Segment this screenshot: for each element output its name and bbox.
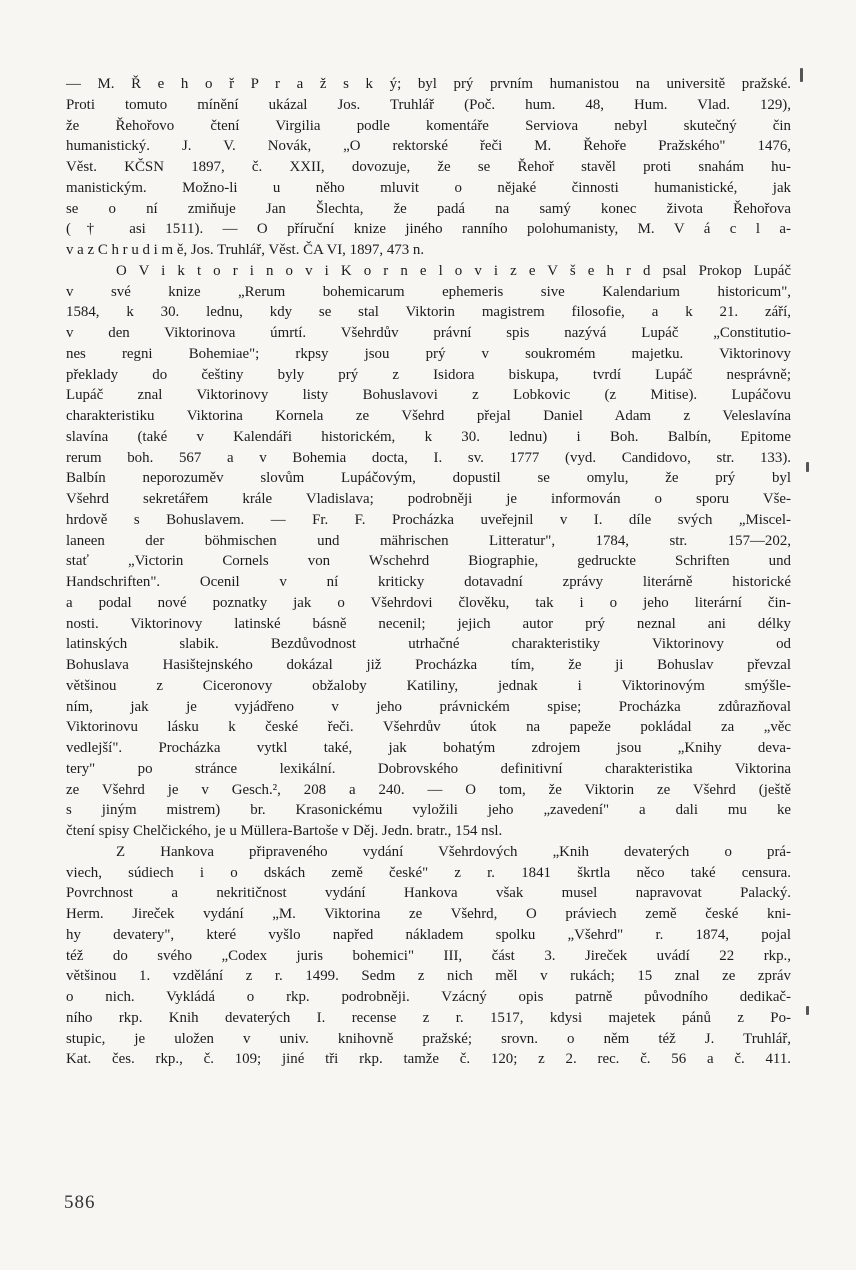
scan-speck (806, 1006, 809, 1015)
text-line: čtení spisy Chelčického, je u Müllera-Bartoše v Děj. Jedn. bratr., 154 nsl. (66, 823, 503, 839)
text-line: v a z C h r u d i m ě, Jos. Truhlář, Věst. ČA VI, 1897, 473 n. (66, 242, 425, 258)
text-line: s jiným mistrem) br. Krasonickému vyložili jeho „zavedení" a dali mu ke (66, 802, 791, 819)
text-line: se o ní zmiňuje Jan Šlechta, že padá na samý konec života Řehořova (66, 200, 791, 217)
text-line: ním, jak je vyjádřeno v jeho právnickém spise; Procházka zdůrazňoval (66, 698, 791, 715)
text-line: charakteristiku Viktorina Kornela ze Všehrd přejal Daniel Adam z Veleslavína (66, 408, 791, 424)
text-line: většinou 1. vzdělání z r. 1499. Sedm z nich měl v rukách; 15 znal ze zpráv (66, 968, 791, 985)
text-line: Bohuslava Hasištejnského dokázal již Procházka tím, že ji Bohuslav převzal (66, 657, 791, 673)
text-line: Kat. čes. rkp., č. 109; jiné tři rkp. tamže č. 120; z 2. rec. č. 56 a č. 411. (66, 1051, 791, 1068)
paragraph-1 (66, 74, 791, 261)
text-line: Viktorinovu lásku k české řeči. Všehrdův útok na papeže pokládal za „věc (66, 719, 791, 736)
text-line: tery" po stránce lexikální. Dobrovského definitivní charakteristika Viktorina (66, 760, 791, 777)
text-line: Balbín neporozuměv slovům Lupáčovým, dopustil se omylu, že prý byl (66, 470, 791, 487)
text-line: hrdově s Bohuslavem. — Fr. F. Procházka uveřejnil v I. díle svých „Miscel- (66, 511, 791, 528)
text-line: Handschriften". Ocenil v ní kriticky dotavadní zprávy literárně historické (66, 574, 791, 590)
text-line: Povrchnost a nekritičnost vydání Hankova však musel napravovat Palacký. (66, 885, 791, 902)
text-line: hy devatery", které vyšlo napřed nákladem spolku „Všehrd" r. 1874, pojal (66, 926, 791, 943)
text-line: nosti. Viktorinovy latinské básně necenil; jejich autor prý neznal ani délky (66, 615, 791, 632)
text-line: stať „Victorin Cornels von Wschehrd Biographie, gedruckte Schriften und (66, 553, 791, 570)
text-line: Proti tomuto mínění ukázal Jos. Truhlář (Poč. hum. 48, Hum. Vlad. 129), (66, 96, 791, 113)
text-line: v své knize „Rerum bohemicarum ephemeris sive Kalendarium historicum", (66, 283, 791, 300)
text-line: že Řehořovo čtení Virgilia podle komentáře Serviova nebyl skutečný čin (66, 117, 791, 134)
text-line: a podal nové poznatky jak o Všehrdovi člověku, tak i o jeho literární čin- (66, 594, 791, 611)
text-line: též do svého „Codex juris bohemici" III, část 3. Jireček uvádí 22 rkp., (66, 947, 791, 964)
text-line: většinou z Ciceronovy obžaloby Katiliny, jednak i Viktorinovým smýšle- (66, 677, 791, 694)
text-line: ního rkp. Knih devaterých I. recense z r. 1517, kdysi majetek pánů z Po- (66, 1009, 791, 1026)
text-line: O V i k t o r i n o v i K o r n e l o v i z e V š e h r d psal Prokop Lupáč (116, 262, 791, 279)
text-line: manistickým. Možno-li u něho mluvit o nějaké činnosti humanistické, jak (66, 179, 791, 196)
text-line: Všehrd sekretářem krále Vladislava; podrobněji je informován o sporu Vše- (66, 491, 791, 507)
text-line: nes regni Bohemiae"; rkpsy jsou prý v soukromém majetku. Viktorinovy (66, 345, 791, 362)
text-line: rerum boh. 567 a v Bohemia docta, I. sv. 1777 (vyd. Candidovo, str. 133). (66, 449, 791, 466)
text-line: († asi 1511). — O příruční knize jiného ranního polohumanisty, M. V á c l a- (66, 221, 791, 238)
text-line: vedlejší". Procházka vytkl také, jak bohatým zdrojem jsou „Knihy deva- (66, 740, 791, 756)
page-number: 586 (64, 1192, 96, 1213)
text-line: ze Všehrd je v Gesch.², 208 a 240. — O tom, že Viktorin ze Všehrd (ještě (66, 781, 791, 798)
text-line: — M. Ř e h o ř P r a ž s k ý; byl prý prvním humanistou na universitě pražské. (66, 76, 791, 92)
text-line: Z Hankova připraveného vydání Všehrdových „Knih devaterých o prá- (116, 843, 791, 860)
text-line: Herm. Jireček vydání „M. Viktorina ze Všehrd, O práviech země české kni- (66, 906, 791, 922)
text-line: laneen der böhmischen und mährischen Litteratur", 1784, str. 157—202, (66, 532, 791, 549)
text-line: překlady do češtiny byly prý z Isidora biskupa, tvrdí Lupáč nesprávně; (66, 366, 791, 383)
text-line: Věst. KČSN 1897, č. XXII, dovozuje, že se Řehoř stavěl proti snahám hu- (66, 159, 791, 175)
text-line: stupic, je uložen v univ. knihovně pražské; srovn. o něm též J. Truhlář, (66, 1030, 791, 1047)
page-body (66, 74, 791, 1070)
text-line: Lupáč znal Viktorinovy listy Bohuslavovi z Lobkovic (z Mitise). Lupáčovu (66, 387, 791, 404)
text-line: latinských slabik. Bezdůvodnost utrhačné charakteristiky Viktorinovy od (66, 636, 791, 653)
paragraph-2 (66, 261, 791, 842)
paragraph-3 (66, 842, 791, 1070)
scan-speck (806, 462, 809, 472)
text-line: humanistický. J. V. Novák, „O rektorské řeči M. Řehoře Pražského" 1476, (66, 138, 791, 155)
text-line: v den Viktorinova úmrtí. Všehrdův právní spis nazývá Lupáč „Constitutio- (66, 325, 791, 341)
text-line: viech, súdiech i o dskách země české" z r. 1841 škrtla něco také censura. (66, 864, 791, 881)
text-line: o nich. Vykládá o rkp. podrobněji. Vzácný opis patrně původního dedikač- (66, 989, 791, 1005)
text-line: 1584, k 30. lednu, kdy se stal Viktorin magistrem filosofie, a k 21. září, (66, 304, 791, 321)
text-line: slavína (také v Kalendáři historickém, k 30. lednu) i Boh. Balbín, Epitome (66, 428, 791, 445)
scan-speck (800, 68, 803, 82)
